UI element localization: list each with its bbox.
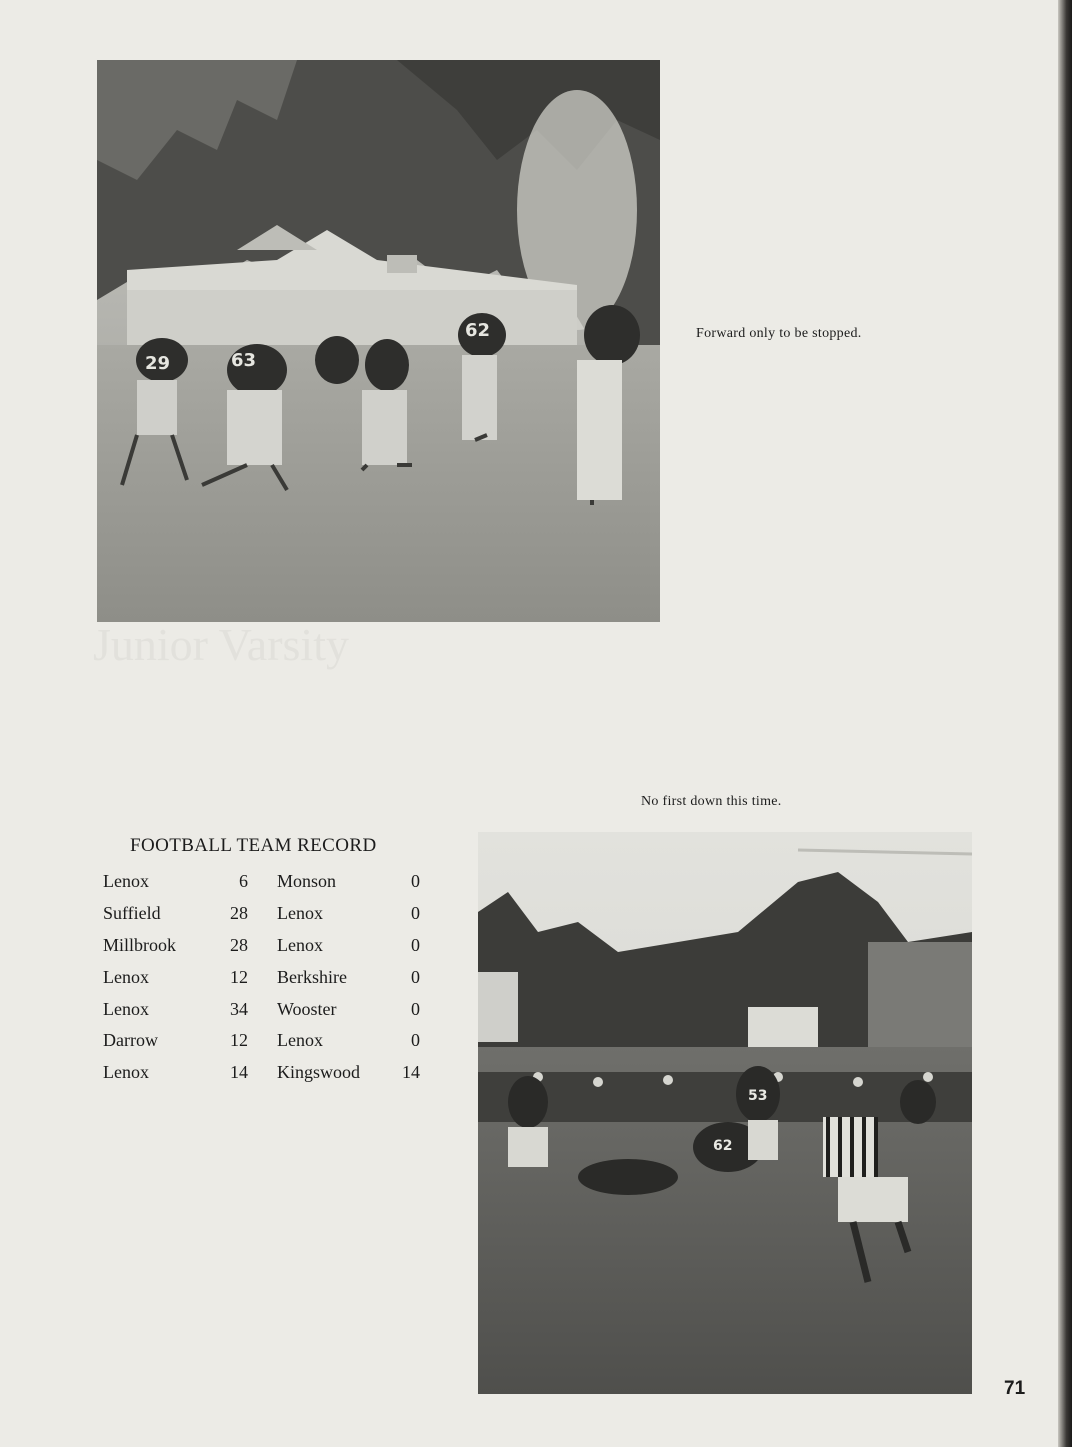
team-name: Suffield xyxy=(103,903,161,924)
team-score: 12 xyxy=(230,966,248,987)
team-name: Darrow xyxy=(103,1030,158,1051)
page-number: 71 xyxy=(1004,1378,1026,1399)
opponent-name: Lenox xyxy=(277,934,323,955)
record-row xyxy=(103,1057,420,1089)
opponent-score: 0 xyxy=(411,1030,420,1051)
team-score: 28 xyxy=(230,934,248,955)
show-through-text: Junior Varsity xyxy=(93,619,349,670)
opponent-score: 0 xyxy=(411,871,420,892)
team-name: Lenox xyxy=(103,1062,149,1083)
team-score: 34 xyxy=(230,998,248,1019)
record-row xyxy=(103,993,420,1025)
opponent-name: Wooster xyxy=(277,998,337,1019)
svg-text:62: 62 xyxy=(465,320,491,341)
opponent-name: Monson xyxy=(277,871,337,892)
opponent-score: 0 xyxy=(411,934,420,955)
svg-text:53: 53 xyxy=(748,1088,768,1104)
record-title: FOOTBALL TEAM RECORD xyxy=(130,835,377,856)
record-row xyxy=(103,961,420,993)
opponent-name: Lenox xyxy=(277,1030,323,1051)
svg-text:63: 63 xyxy=(231,350,257,371)
opponent-score: 0 xyxy=(411,966,420,987)
record-row xyxy=(103,1025,420,1057)
football-photo-bottom xyxy=(478,832,972,1394)
football-record-table xyxy=(103,866,420,1089)
team-name: Lenox xyxy=(103,966,149,987)
team-score: 28 xyxy=(230,903,248,924)
page-binding-edge xyxy=(1058,0,1072,1447)
team-name: Lenox xyxy=(103,871,149,892)
caption-top-photo: Forward only to be stopped. xyxy=(696,326,862,341)
record-row xyxy=(103,898,420,930)
team-name: Millbrook xyxy=(103,934,177,955)
team-name: Lenox xyxy=(103,998,149,1019)
opponent-name: Lenox xyxy=(277,903,323,924)
record-row xyxy=(103,866,420,898)
football-photo-top xyxy=(97,60,660,622)
svg-text:29: 29 xyxy=(145,353,171,374)
svg-text:62: 62 xyxy=(713,1138,733,1154)
opponent-score: 0 xyxy=(411,998,420,1019)
opponent-score: 14 xyxy=(402,1062,420,1083)
opponent-score: 0 xyxy=(411,903,420,924)
record-row xyxy=(103,930,420,962)
opponent-name: Kingswood xyxy=(277,1062,361,1083)
caption-bottom-photo: No first down this time. xyxy=(641,794,782,809)
team-score: 14 xyxy=(230,1062,248,1083)
team-score: 12 xyxy=(230,1030,248,1051)
team-score: 6 xyxy=(239,871,248,892)
opponent-name: Berkshire xyxy=(277,966,347,987)
